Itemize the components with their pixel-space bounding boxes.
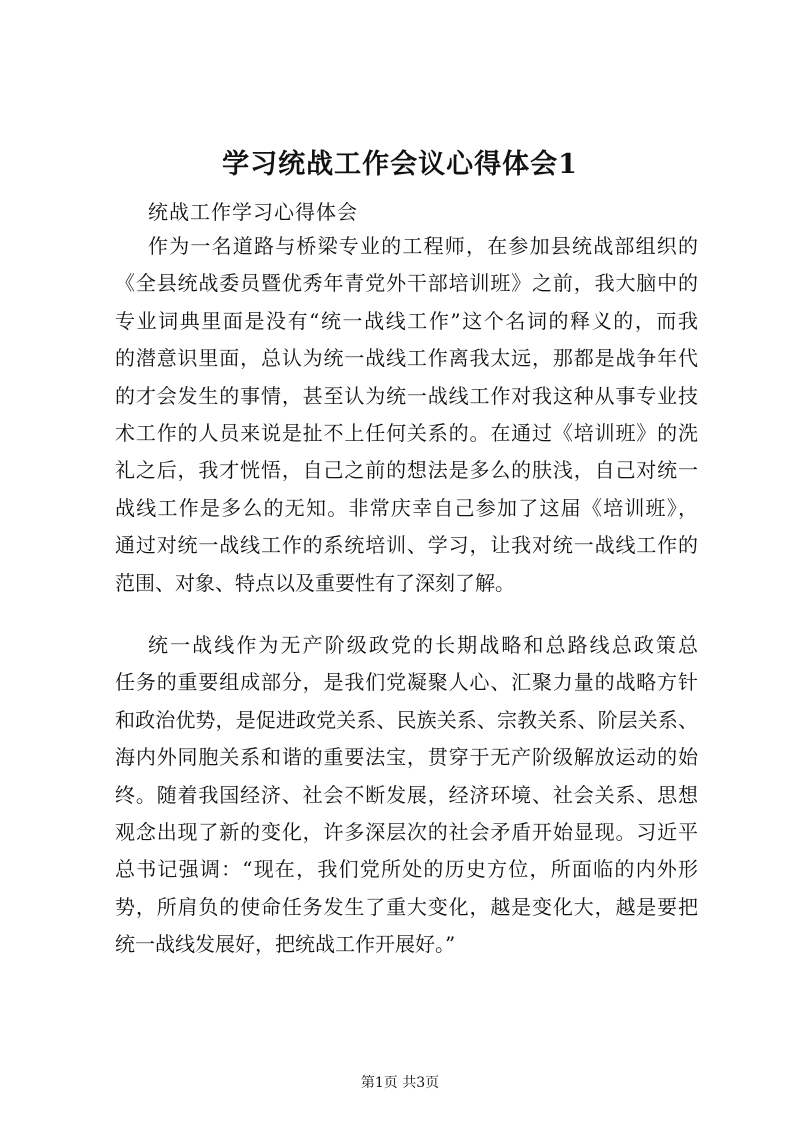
paragraph-line: 礼之后，我才恍悟，自己之前的想法是多么的肤浅，自己对统一 (115, 458, 698, 483)
paragraph-line: 任务的重要组成部分，是我们党凝聚人心、汇聚力量的战略方针 (115, 670, 698, 695)
paragraph-line: 观念出现了新的变化，许多深层次的社会矛盾开始显现。习近平 (115, 820, 698, 844)
paragraph-line: 范围、对象、特点以及重要性有了深刻了解。 (115, 570, 515, 595)
paragraph-line: 统一战线发展好，把统战工作开展好。” (115, 932, 456, 957)
paragraph-line: 总书记强调：“现在，我们党所处的历史方位，所面临的内外形 (115, 857, 698, 882)
page-footer: 第1页 共3页 (360, 1075, 440, 1091)
paragraph-line: 通过对统一战线工作的系统培训、学习，让我对统一战线工作的 (115, 533, 698, 558)
paragraph-line: 势，所肩负的使命任务发生了重大变化，越是变化大，越是要把 (115, 894, 698, 919)
paragraph-line: 的潜意识里面，总认为统一战线工作离我太远，那都是战争年代 (115, 346, 698, 371)
paragraph-line: 的才会发生的事情，甚至认为统一战线工作对我这种从事专业技 (115, 383, 698, 408)
document-title: 学习统战工作会议心得体会1 (222, 149, 578, 180)
paragraph-line: 终。随着我国经济、社会不断发展，经济环境、社会关系、思想 (115, 782, 698, 807)
paragraph-line: 战线工作是多么的无知。非常庆幸自己参加了这届《培训班》， (115, 495, 698, 520)
paragraph-line: 和政治优势，是促进政党关系、民族关系、宗教关系、阶层关系、 (115, 707, 698, 732)
paragraph-line: 海内外同胞关系和谐的重要法宝，贯穿于无产阶级解放运动的始 (115, 745, 698, 770)
paragraph-line: 术工作的人员来说是扯不上任何关系的。在通过《培训班》的洗 (115, 421, 698, 445)
paragraph-line: 作为一名道路与桥梁专业的工程师，在参加县统战部组织的 (148, 234, 698, 258)
paragraph-line: 专业词典里面是没有“统一战线工作”这个名词的释义的，而我 (115, 308, 698, 333)
paragraph-line: 统一战线作为无产阶级政党的长期战略和总路线总政策总 (148, 633, 698, 657)
paragraph-line: 《全县统战委员暨优秀年青党外干部培训班》之前，我大脑中的 (115, 271, 698, 296)
document-subtitle: 统战工作学习心得体会 (148, 200, 358, 224)
